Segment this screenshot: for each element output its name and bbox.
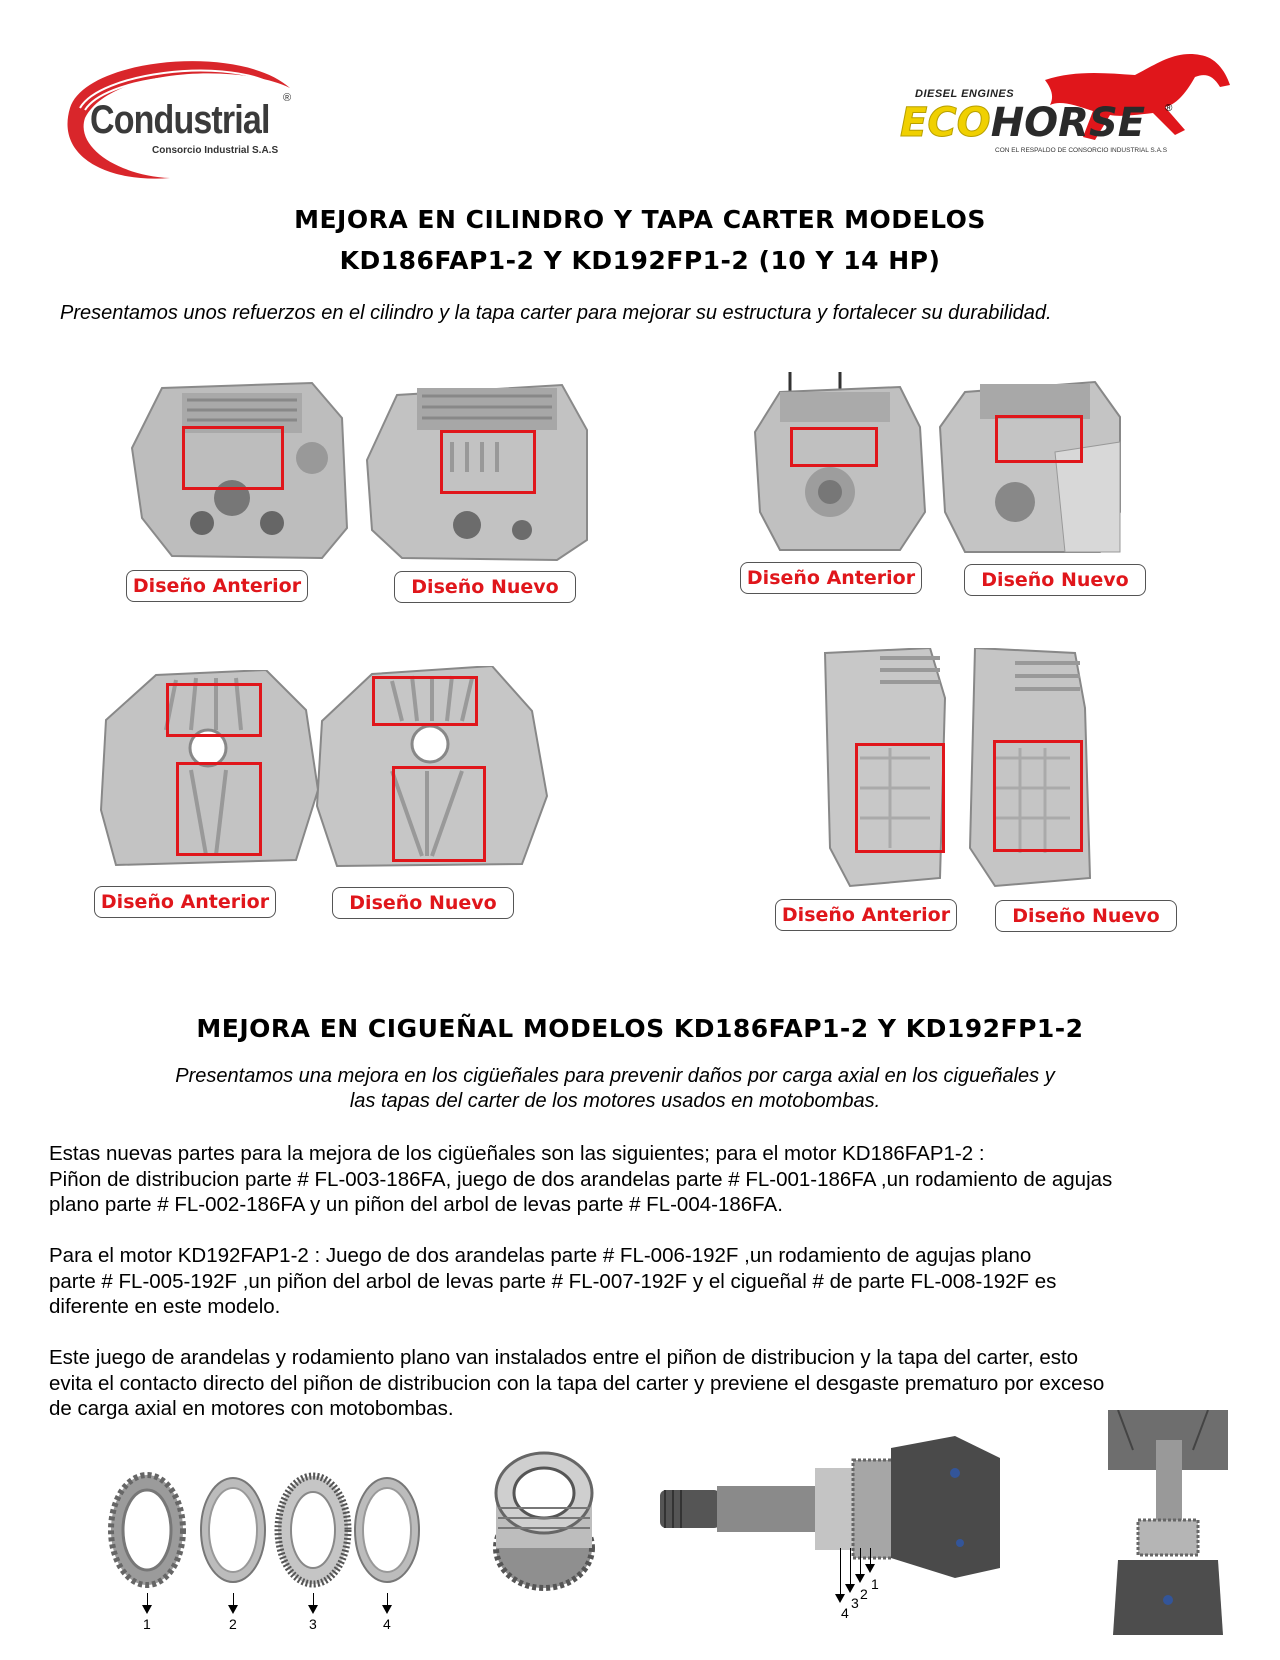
arrow-down-icon bbox=[835, 1594, 845, 1603]
highlight-box bbox=[372, 676, 478, 726]
cover-old-photo bbox=[96, 670, 321, 868]
cover-new-photo bbox=[312, 666, 552, 868]
cylinder-old-photo-2 bbox=[750, 372, 930, 554]
section2-title: MEJORA EN CIGUEÑAL MODELOS KD186FAP1-2 Y KD192FP1-2 bbox=[196, 1014, 1084, 1043]
section1-intro: Presentamos unos refuerzos en el cilindro y la tapa carter para mejorar su estructura y fortalecer su durabilidad. bbox=[60, 302, 1052, 324]
parts-assembled-photo bbox=[492, 1448, 597, 1598]
needle-bearing-icon bbox=[278, 1476, 348, 1584]
cylinder-side-old-photo bbox=[820, 648, 950, 888]
leader-line bbox=[147, 1593, 148, 1605]
crank-number-2: 2 bbox=[860, 1586, 868, 1602]
ecohorse-logo bbox=[900, 45, 1240, 170]
leader-line bbox=[387, 1593, 388, 1605]
paragraph-kd186-line2: Piñon de distribucion parte # FL-003-186FA, juego de dos arandelas parte # FL-001-186FA ,un rodamiento de agujas bbox=[49, 1167, 1113, 1191]
label-diseno-anterior: Diseño Anterior bbox=[126, 570, 308, 602]
arrow-down-icon bbox=[382, 1605, 392, 1614]
crankshaft-photo bbox=[655, 1428, 1005, 1628]
leader-line bbox=[233, 1593, 234, 1605]
paragraph-installation-line2: evita el contacto directo del piñon de distribucion con la tapa del carter y previene el desgaste prematuro por exceso bbox=[49, 1371, 1105, 1395]
part-number-4: 4 bbox=[383, 1616, 391, 1632]
arrow-down-icon bbox=[308, 1605, 318, 1614]
section2-intro-line2: las tapas del carter de los motores usados en motobombas. bbox=[349, 1090, 881, 1112]
label-diseno-anterior-2: Diseño Anterior bbox=[740, 562, 922, 594]
paragraph-installation bbox=[49, 1345, 1249, 1422]
crank-number-1: 1 bbox=[871, 1576, 879, 1592]
label-diseno-nuevo: Diseño Nuevo bbox=[394, 571, 576, 603]
part-number-3: 3 bbox=[309, 1616, 317, 1632]
gear-icon bbox=[111, 1475, 183, 1585]
paragraph-kd186-line1: Estas nuevas partes para la mejora de los cigüeñales son las siguientes; para el motor KD186FAP1-2 : bbox=[49, 1142, 985, 1165]
cylinder-new-photo bbox=[362, 380, 592, 562]
leader-line bbox=[840, 1548, 841, 1594]
highlight-box bbox=[440, 430, 536, 494]
arrow-down-icon bbox=[142, 1605, 152, 1614]
cylinder-side-new-photo bbox=[965, 648, 1095, 888]
part-number-2: 2 bbox=[229, 1616, 237, 1632]
paragraph-kd192-line2: parte # FL-005-192F ,un piñon del arbol de levas parte # FL-007-192F y el cigueñal # de parte FL-008-192F es bbox=[49, 1269, 1057, 1293]
leader-line bbox=[860, 1548, 861, 1574]
label-diseno-nuevo-2: Diseño Nuevo bbox=[964, 564, 1146, 596]
washer-icon bbox=[355, 1478, 419, 1582]
parts-exploded-photo bbox=[105, 1468, 435, 1638]
section1-title-line1: MEJORA EN CILINDRO Y TAPA CARTER MODELOS bbox=[294, 205, 986, 234]
condustrial-name: Condustrial bbox=[90, 98, 270, 142]
section2-intro-line1: Presentamos una mejora en los cigüeñales para prevenir daños por carga axial en los cigueñales y bbox=[175, 1065, 1055, 1087]
cylinder-new-photo-2 bbox=[935, 372, 1125, 554]
label-diseno-nuevo-3: Diseño Nuevo bbox=[332, 887, 514, 919]
leader-line bbox=[313, 1593, 314, 1605]
leader-line bbox=[850, 1548, 851, 1584]
arrow-down-icon bbox=[228, 1605, 238, 1614]
installed-assembly-photo bbox=[1108, 1410, 1228, 1640]
highlight-box bbox=[176, 762, 262, 856]
highlight-box bbox=[182, 426, 284, 490]
paragraph-kd192-line3: diferente en este modelo. bbox=[49, 1295, 281, 1318]
ecohorse-registered: ® bbox=[1165, 103, 1173, 114]
cylinder-old-photo bbox=[122, 378, 354, 562]
highlight-box bbox=[855, 743, 945, 853]
eco-text: ECO bbox=[900, 100, 991, 146]
arrow-down-icon bbox=[855, 1574, 865, 1583]
ecohorse-tagline: CON EL RESPALDO DE CONSORCIO INDUSTRIAL S.A.S bbox=[995, 147, 1168, 154]
arrow-down-icon bbox=[865, 1564, 875, 1573]
paragraph-kd186 bbox=[49, 1141, 1249, 1218]
section1-title-line2: KD186FAP1-2 Y KD192FP1-2 (10 Y 14 HP) bbox=[339, 246, 941, 275]
crank-number-4: 4 bbox=[841, 1605, 849, 1621]
highlight-box bbox=[166, 683, 262, 737]
paragraph-kd192 bbox=[49, 1243, 1249, 1320]
condustrial-registered: ® bbox=[283, 92, 292, 104]
highlight-box bbox=[995, 415, 1083, 463]
ecohorse-brand bbox=[900, 100, 1145, 146]
label-diseno-nuevo-4: Diseño Nuevo bbox=[995, 900, 1177, 932]
horse-text: HORSE bbox=[990, 100, 1146, 146]
condustrial-subtitle: Consorcio Industrial S.A.S bbox=[152, 145, 279, 156]
arrow-down-icon bbox=[845, 1584, 855, 1593]
washer-icon bbox=[201, 1478, 265, 1582]
paragraph-installation-line1: Este juego de arandelas y rodamiento plano van instalados entre el piñon de distribucion y la tapa del carter, esto bbox=[49, 1346, 1079, 1369]
leader-line bbox=[870, 1548, 871, 1564]
label-diseno-anterior-3: Diseño Anterior bbox=[94, 886, 276, 918]
condustrial-logo bbox=[40, 48, 300, 183]
paragraph-kd186-line3: plano parte # FL-002-186FA y un piñon del arbol de levas parte # FL-004-186FA. bbox=[49, 1193, 783, 1216]
highlight-box bbox=[392, 766, 486, 862]
part-number-1: 1 bbox=[143, 1616, 151, 1632]
diesel-engines-text: DIESEL ENGINES bbox=[915, 88, 1015, 100]
paragraph-installation-line3: de carga axial en motores con motobombas. bbox=[49, 1397, 454, 1420]
crank-number-3: 3 bbox=[851, 1595, 859, 1611]
label-diseno-anterior-4: Diseño Anterior bbox=[775, 899, 957, 931]
highlight-box bbox=[993, 740, 1083, 852]
highlight-box bbox=[790, 427, 878, 467]
paragraph-kd192-line1: Para el motor KD192FAP1-2 : Juego de dos arandelas parte # FL-006-192F ,un rodamiento de agujas plano bbox=[49, 1244, 1032, 1267]
